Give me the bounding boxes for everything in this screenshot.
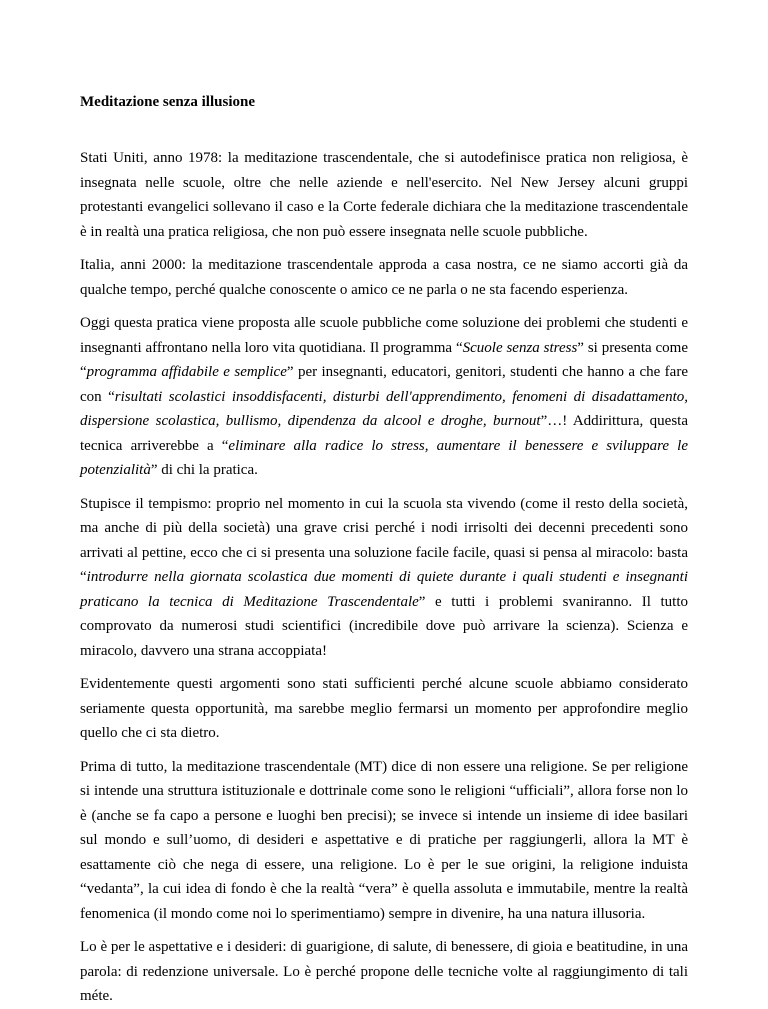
paragraph-text: ”…! Addirittura, questa tecnica arriverebbe a “ xyxy=(80,413,688,454)
paragraph xyxy=(80,672,688,746)
paragraph-text: Oggi questa pratica viene proposta alle scuole pubbliche come soluzione dei problemi che studenti e insegnanti affrontano nella loro vita quotidiana. Il programma “ xyxy=(80,315,688,356)
italic-quote: programma affidabile e semplice xyxy=(86,364,287,380)
paragraph xyxy=(80,755,688,927)
paragraph-text: ” e tutti i problemi svaniranno. Il tutto comprovato da numerosi studi scientifici (incredibile dove può arrivare la scienza). Scienza e miracolo, davvero una strana accoppiata! xyxy=(80,593,689,659)
document-body xyxy=(80,146,688,1009)
paragraph-text: ” di chi la pratica. xyxy=(150,462,258,478)
paragraph-text: Stupisce il tempismo: proprio nel momento in cui la scuola sta vivendo (come il resto della società, ma anche di più della società) una grave crisi perché i nodi irrisolti dei decenni precedenti sono arrivati al pettine, ecco che ci si presenta una soluzione facile facile, quasi si pensa al miracolo: basta “ xyxy=(80,495,688,585)
paragraph-text: Evidentemente questi argomenti sono stati sufficienti perché alcune scuole abbiamo considerato seriamente questa opportunità, ma sarebbe meglio fermarsi un momento per approfondire meglio quello che ci sta dietro. xyxy=(80,676,688,741)
paragraph-text: Prima di tutto, la meditazione trascendentale (MT) dice di non essere una religione. Se per religione si intende una struttura istituzionale e dottrinale come sono le religioni “ufficiali”, allora forse non lo è (anche se fa capo a persone e luoghi ben precisi); se invece si intende un insieme di idee basilari sul mondo e sull’uomo, di desideri e aspettative e di pratiche per raggiungerli, allora la MT è esattamente ciò che nega di essere, una religione. Lo è per le sue origini, la religione induista “vedanta”, la cui idea di fondo è che la realtà “vera” è quella assoluta e immutabile, mentre la realtà fenomenica (il mondo come noi lo sperimentiamo) sempre in divenire, ha una natura illusoria. xyxy=(80,758,688,922)
paragraph xyxy=(80,146,688,244)
italic-quote: introdurre nella giornata scolastica due momenti di quiete durante i quali studenti e insegnanti praticano la tecnica di Meditazione Trascendentale xyxy=(80,569,688,610)
paragraph xyxy=(80,492,688,664)
italic-quote: eliminare alla radice lo stress, aumentare il benessere e sviluppare le potenzialità xyxy=(80,437,688,478)
italic-quote: Scuole senza stress xyxy=(462,339,578,356)
document-title: Meditazione senza illusione xyxy=(80,94,255,110)
paragraph-text: Italia, anni 2000: la meditazione trascendentale approda a casa nostra, ce ne siamo accorti già da qualche tempo, perché qualche conoscente o amico ce ne parla o ne sta facendo esperienza. xyxy=(80,257,688,298)
paragraph-text: Lo è per le aspettative e i desideri: di guarigione, di salute, di benessere, di gioia e beatitudine, in una parola: di redenzione universale. Lo è perché propone delle tecniche volte al raggiungimento di tali méte. xyxy=(80,939,688,1004)
paragraph-text: ” si presenta come “ xyxy=(80,339,689,380)
paragraph-text: Stati Uniti, anno 1978: la meditazione trascendentale, che si autodefinisce pratica non religiosa, è insegnata nelle scuole, oltre che nelle aziende e nell'esercito. Nel New Jersey alcuni gruppi protestanti evangelici sollevano il caso e la Corte federale dichiara che la meditazione trascendentale è in realtà una pratica religiosa, che non può essere insegnata nelle scuole pubbliche. xyxy=(80,150,688,240)
paragraph-text: ” per insegnanti, educatori, genitori, studenti che hanno a che fare con “ xyxy=(80,364,688,405)
paragraph xyxy=(80,935,688,1009)
paragraph xyxy=(80,311,688,483)
italic-quote: risultati scolastici insoddisfacenti, disturbi dell'apprendimento, fenomeni di disadattamento, dispersione scolastica, bullismo, dipendenza da alcool e droghe, burnout xyxy=(80,388,688,429)
paragraph xyxy=(80,253,688,302)
